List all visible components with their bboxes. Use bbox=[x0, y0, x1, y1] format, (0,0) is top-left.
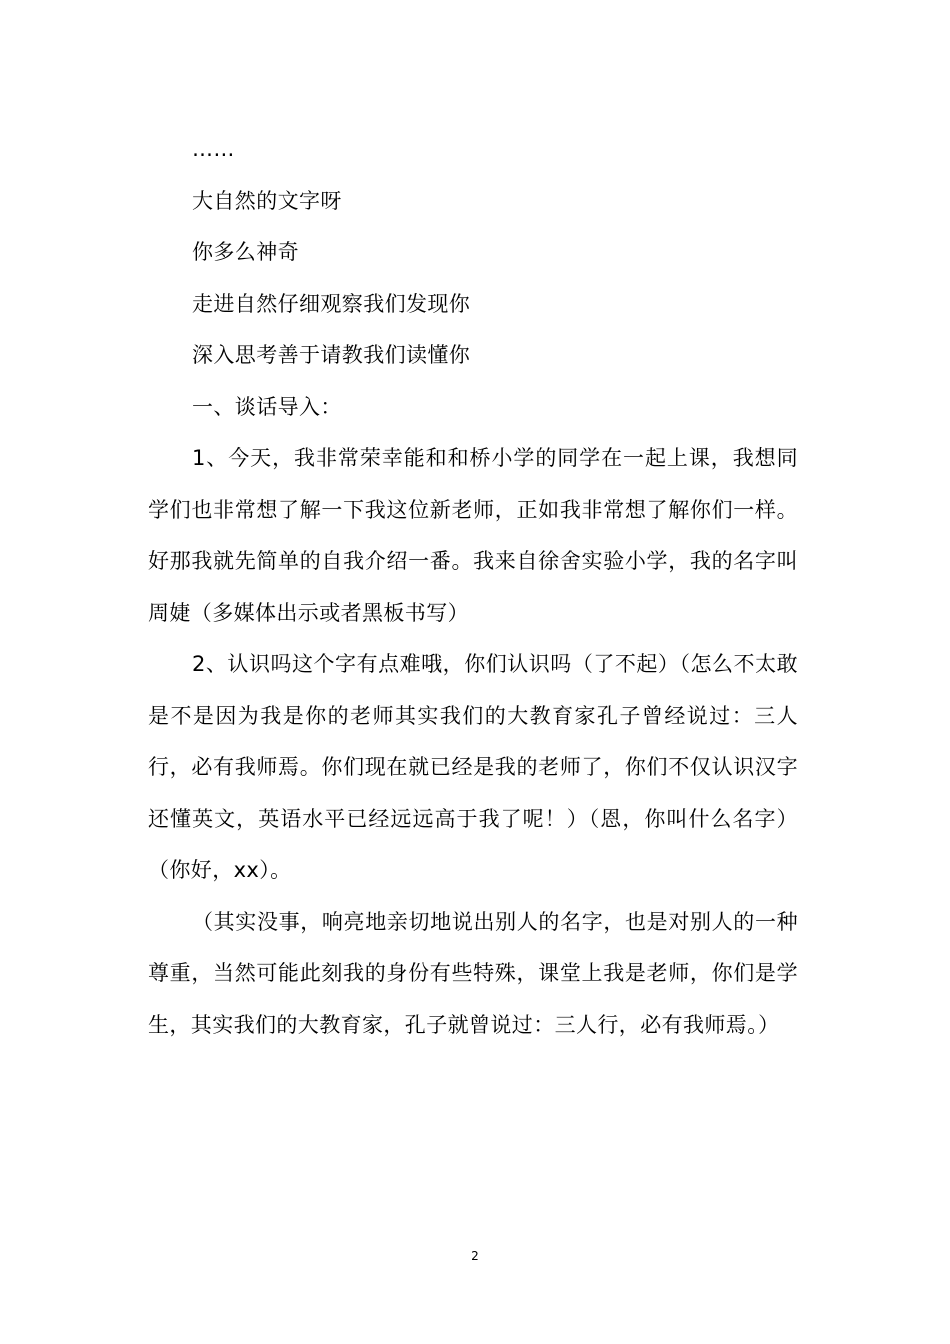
paragraph-2: 2、认识吗这个字有点难哦，你们认识吗（了不起）（怎么不太敢是不是因为我是你的老师其实我们的大教育家孔子曾经说过：三人行，必有我师焉。你们现在就已经是我的老师了，你们不仅认识汉字还懂英文，英语水平已经远远高于我了呢！）（恩，你叫什么名字）（你好，xx）。 bbox=[148, 652, 798, 882]
paragraph-3: （其实没事，响亮地亲切地说出别人的名字，也是对别人的一种尊重，当然可能此刻我的身份有些特殊，课堂上我是老师，你们是学生，其实我们的大教育家，孔子就曾说过：三人行，必有我师焉。） bbox=[148, 909, 798, 1037]
ellipsis-line: …… bbox=[192, 137, 235, 161]
section-heading: 一、谈话导入： bbox=[192, 394, 342, 419]
page-number: 2 bbox=[471, 1249, 479, 1263]
poem-line-4: 深入思考善于请教我们读懂你 bbox=[192, 343, 471, 367]
poem-line-1: 大自然的文字呀 bbox=[192, 188, 342, 213]
body-text bbox=[148, 124, 798, 1051]
paragraph-1: 1、今天，我非常荣幸能和和桥小学的同学在一起上课，我想同学们也非常想了解一下我这位新老师，正如我非常想了解你们一样。好那我就先简单的自我介绍一番。我来自徐舍实验小学，我的名字叫周婕（多媒体出示或者黑板书写） bbox=[148, 446, 798, 625]
poem-line-3: 走进自然仔细观察我们发现你 bbox=[192, 291, 471, 316]
poem-line-2: 你多么神奇 bbox=[192, 240, 299, 264]
